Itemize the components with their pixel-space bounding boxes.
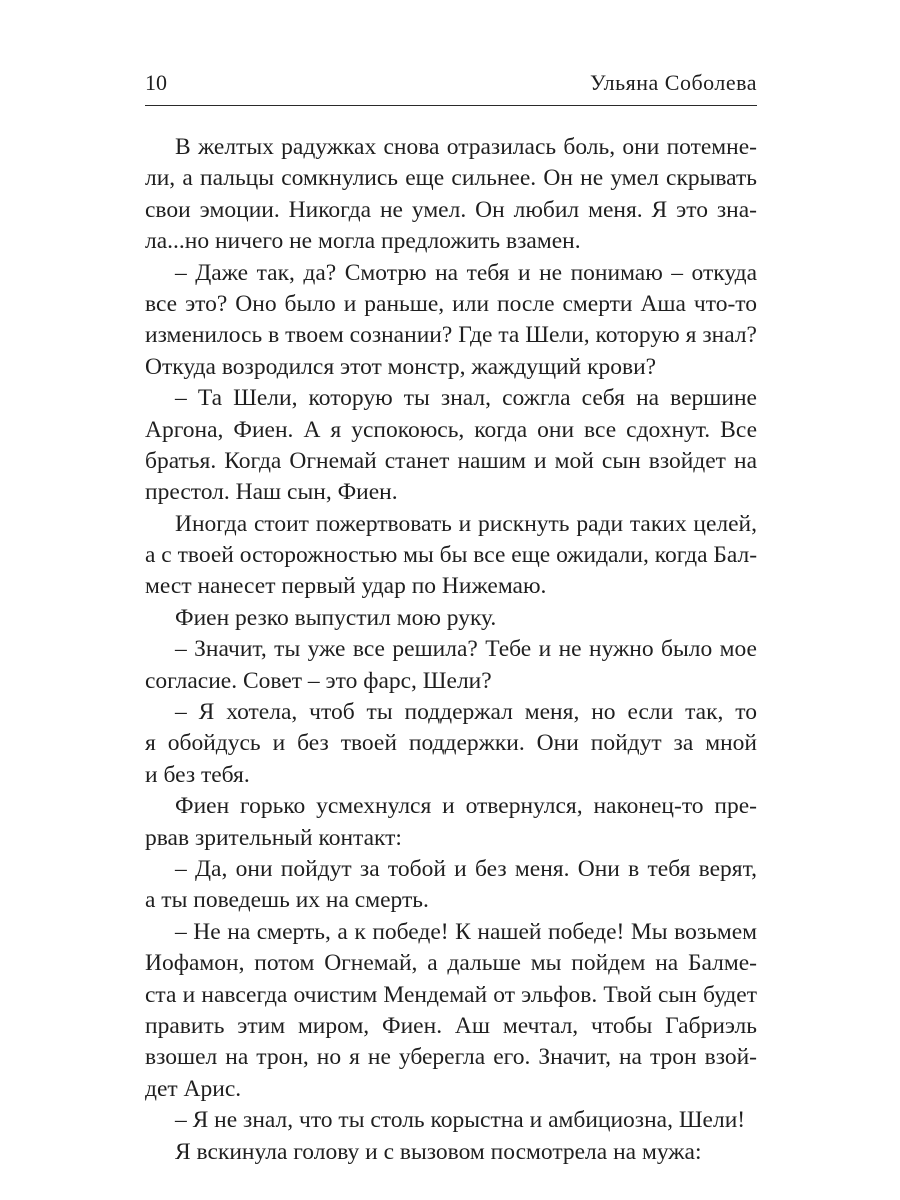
text-line: Откуда возродился этот монстр, жаждущий крови? bbox=[145, 353, 657, 380]
text-line: – Я не знал, что ты столь корыстна и амбициозна, Шели! bbox=[175, 1107, 746, 1134]
text-line: изменилось в твоем сознании? Где та Шели, которую я знал? bbox=[145, 322, 757, 349]
text-line: Иногда стоит пожертвовать и рискнуть ради таких целей, bbox=[175, 510, 757, 537]
text-line: дет Арис. bbox=[145, 1075, 242, 1102]
text-line: взошел на трон, но я не уберегла его. Значит, на трон взой- bbox=[145, 1044, 757, 1071]
text-line: править этим миром, Фиен. Аш мечтал, чтобы Габриэль bbox=[145, 1012, 757, 1039]
text-line: Я вскинула голову и с вызовом посмотрела на мужа: bbox=[175, 1138, 702, 1165]
text-line: ли, а пальцы сомкнулись еще сильнее. Он не умел скрывать bbox=[145, 165, 757, 192]
header-divider bbox=[145, 105, 757, 106]
text-line: ста и навсегда очистим Мендемай от эльфов. Твой сын будет bbox=[145, 981, 757, 1008]
text-line: братья. Когда Огнемай станет нашим и мой сын взойдет на bbox=[145, 447, 757, 474]
text-line: и без тебя. bbox=[145, 761, 250, 788]
text-line: согласие. Совет – это фарс, Шели? bbox=[145, 667, 492, 694]
running-title-author: Ульяна Соболева bbox=[590, 70, 757, 95]
text-line: свои эмоции. Никогда не умел. Он любил меня. Я это зна- bbox=[145, 196, 757, 223]
text-line: – Даже так, да? Смотрю на тебя и не понимаю – откуда bbox=[175, 259, 757, 286]
text-line: – Та Шели, которую ты знал, сожгла себя на вершине bbox=[175, 385, 757, 412]
text-line: – Не на смерть, а к победе! К нашей победе! Мы возьмем bbox=[175, 918, 757, 945]
text-line: Аргона, Фиен. А я успокоюсь, когда они все сдохнут. Все bbox=[145, 416, 757, 443]
text-line: мест нанесет первый удар по Нижемаю. bbox=[145, 573, 547, 600]
text-line: рвав зрительный контакт: bbox=[145, 824, 402, 851]
text-line: В желтых радужках снова отразилась боль, они потемне- bbox=[175, 134, 757, 160]
text-line: Фиен горько усмехнулся и отвернулся, наконец-то пре- bbox=[175, 793, 757, 820]
text-line: – Да, они пойдут за тобой и без меня. Они в тебя верят, bbox=[175, 855, 757, 882]
text-line: – Значит, ты уже все решила? Тебе и не нужно было мое bbox=[175, 636, 757, 663]
text-line: ла...но ничего не могла предложить взамен. bbox=[145, 228, 581, 255]
body-text bbox=[145, 132, 757, 1168]
text-line: а с твоей осторожностью мы бы все еще ожидали, когда Бал- bbox=[145, 542, 758, 569]
text-line: я обойдусь и без твоей поддержки. Они пойдут за мной bbox=[145, 730, 757, 757]
text-line: – Я хотела, чтоб ты поддержал меня, но если так, то bbox=[175, 699, 757, 726]
text-line: а ты поведешь их на смерть. bbox=[145, 887, 429, 914]
text-line: Иофамон, потом Огнемай, а дальше мы пойдем на Балме- bbox=[145, 950, 757, 977]
page-number: 10 bbox=[145, 70, 167, 95]
text-line: престол. Наш сын, Фиен. bbox=[145, 479, 398, 506]
text-line: Фиен резко выпустил мою руку. bbox=[175, 604, 497, 631]
text-line: все это? Оно было и раньше, или после смерти Аша что-то bbox=[145, 290, 757, 317]
page-header bbox=[145, 62, 757, 104]
